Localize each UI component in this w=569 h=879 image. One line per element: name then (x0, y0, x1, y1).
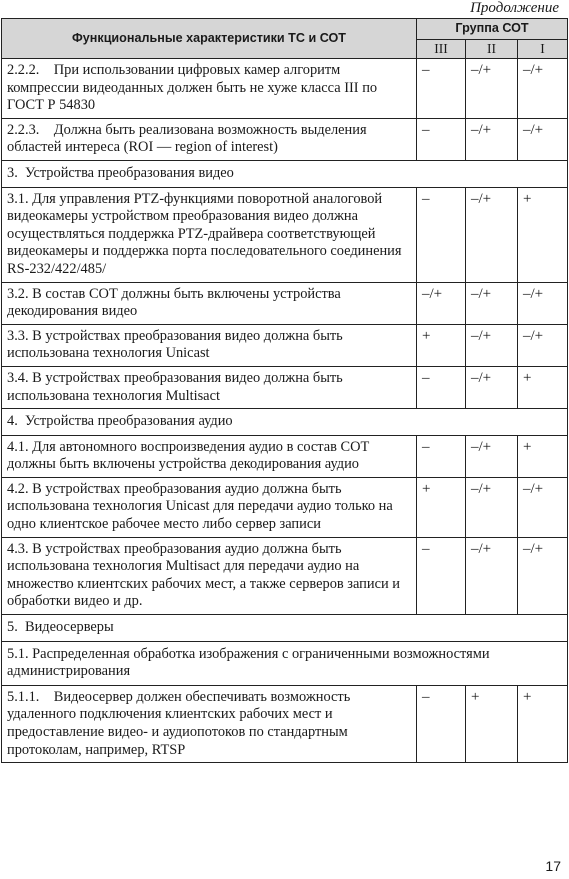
group-ii-mark: –/+ (466, 324, 518, 366)
section-row (2, 160, 568, 187)
group-iii-mark: – (417, 118, 466, 160)
group-iii-header: III (417, 40, 466, 59)
group-i-mark: –/+ (518, 282, 568, 324)
group-i-mark: + (518, 435, 568, 477)
table-row (2, 685, 568, 762)
requirement-text: 3.1. Для управления PTZ-функциями поворотной аналоговой видеокамеры устройством преобразования видео должна осуществляться поддержка PTZ-драйвера соответствующей видеокамеры и поддержка порта последовательного соединения RS-232/422/485/ (2, 187, 417, 282)
section-row (2, 615, 568, 642)
group-iii-mark: – (417, 685, 466, 762)
group-i-mark: + (518, 187, 568, 282)
group-iii-mark: – (417, 537, 466, 614)
group-iii-mark: – (417, 59, 466, 119)
section-row (2, 409, 568, 436)
section-heading: 3. Устройства преобразования видео (2, 160, 568, 187)
requirement-text: 4.3. В устройствах преобразования аудио должна быть использована технология Multisact для передачи аудио на множество клиентских рабочих мест, а также серверов записи и обработки видео и др. (2, 537, 417, 614)
group-i-mark: + (518, 366, 568, 408)
group-i-mark: –/+ (518, 59, 568, 119)
group-i-mark: –/+ (518, 118, 568, 160)
group-ii-mark: + (466, 685, 518, 762)
group-i-header: I (518, 40, 568, 59)
group-ii-mark: –/+ (466, 477, 518, 537)
table-row (2, 366, 568, 408)
requirement-text: 4.1. Для автономного воспроизведения аудио в состав СОТ должны быть включены устройства декодирования аудио (2, 435, 417, 477)
section-heading: 4. Устройства преобразования аудио (2, 409, 568, 436)
group-ii-mark: –/+ (466, 59, 518, 119)
group-ii-mark: –/+ (466, 366, 518, 408)
section-row (2, 641, 568, 685)
requirement-text: 2.2.3. Должна быть реализована возможность выделения областей интереса (ROI — region of interest) (2, 118, 417, 160)
requirement-text: 3.3. В устройствах преобразования видео должна быть использована технология Unicast (2, 324, 417, 366)
group-ii-header: II (466, 40, 518, 59)
group-iii-mark: + (417, 324, 466, 366)
table-row (2, 118, 568, 160)
group-i-mark: –/+ (518, 537, 568, 614)
section-heading: 5.1. Распределенная обработка изображения с ограниченными возможностями администрирования (2, 641, 568, 685)
continued-label: Продолжение (470, 0, 559, 16)
requirements-table (1, 18, 568, 763)
requirement-text: 3.4. В устройствах преобразования видео должна быть использована технология Multisact (2, 366, 417, 408)
page-number: 17 (545, 858, 561, 874)
table-row (2, 187, 568, 282)
requirement-text: 2.2.2. При использовании цифровых камер алгоритм компрессии видеоданных должен быть не хуже класса III по ГОСТ Р 54830 (2, 59, 417, 119)
table-row (2, 282, 568, 324)
group-ii-mark: –/+ (466, 537, 518, 614)
requirement-text: 4.2. В устройствах преобразования аудио должна быть использована технология Unicast для передачи аудио только на одно клиентское рабочее место либо сервер записи (2, 477, 417, 537)
requirement-text: 3.2. В состав СОТ должны быть включены устройства декодирования видео (2, 282, 417, 324)
group-i-mark: + (518, 685, 568, 762)
group-iii-mark: –/+ (417, 282, 466, 324)
table-row (2, 324, 568, 366)
group-iii-mark: – (417, 366, 466, 408)
table-row (2, 537, 568, 614)
group-ii-mark: –/+ (466, 435, 518, 477)
section-heading: 5. Видеосерверы (2, 615, 568, 642)
group-iii-mark: – (417, 187, 466, 282)
group-ii-mark: –/+ (466, 187, 518, 282)
group-ii-mark: –/+ (466, 282, 518, 324)
group-iii-mark: – (417, 435, 466, 477)
requirement-text: 5.1.1. Видеосервер должен обеспечивать возможность удаленного подключения клиентских рабочих мест и предоставление видео- и аудиопотоков по стандартным протоколам, например, RTSP (2, 685, 417, 762)
group-i-mark: –/+ (518, 477, 568, 537)
table-row (2, 59, 568, 119)
table-row (2, 435, 568, 477)
group-header: Группа СОТ (417, 19, 568, 40)
table-row (2, 477, 568, 537)
group-iii-mark: + (417, 477, 466, 537)
table-body (2, 59, 568, 763)
group-ii-mark: –/+ (466, 118, 518, 160)
characteristics-header: Функциональные характеристики ТС и СОТ (2, 19, 417, 59)
table-header (2, 19, 568, 59)
group-i-mark: –/+ (518, 324, 568, 366)
